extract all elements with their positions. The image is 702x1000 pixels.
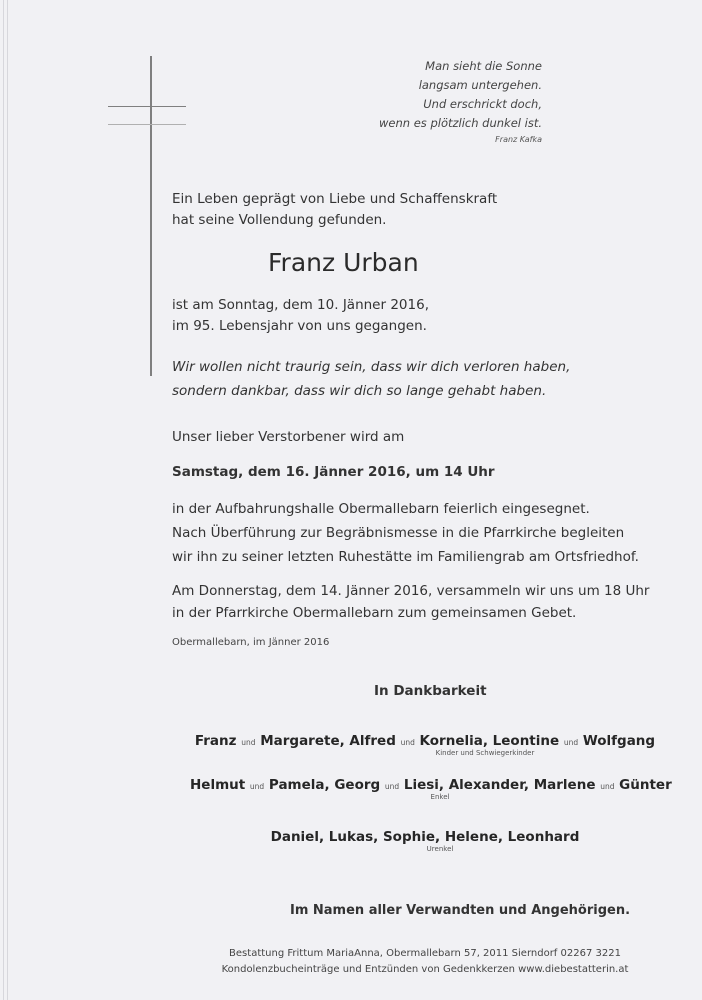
footer: Bestattung Frittum MariaAnna, Obermallebarn 57, 2011 Sierndorf 02267 3221 Kondolenzbucheinträge und Entzünden von Gedenkkerzen www.diebestatterin.at [221, 948, 629, 975]
great-grandchildren-block [190, 829, 660, 853]
quote-line: langsam untergehen. [418, 78, 542, 92]
place-date: Obermallebarn, im Jänner 2016 [172, 637, 330, 648]
prayer-text: Am Donnerstag, dem 14. Jänner 2016, versammeln wir uns um 18 Uhr in der Pfarrkirche Obermallebarn zum gemeinsamen Gebet. [172, 583, 650, 621]
quote-line: Man sieht die Sonne [425, 59, 542, 73]
quote-author: Franz Kafka [495, 135, 542, 144]
page-edge-left-inner [7, 0, 8, 1000]
quote-block [379, 57, 542, 147]
death-notice: ist am Sonntag, dem 10. Jänner 2016, im 95. Lebensjahr von uns gegangen. [172, 297, 429, 334]
closing-line: Im Namen aller Verwandten und Angehörigen. [290, 903, 631, 918]
funeral-details: in der Aufbahrungshalle Obermallebarn feierlich eingesegnet. Nach Überführung zur Begräbnismesse in die Pfarrkirche begleiten wir ihn zu seiner letzten Ruhestätte im Familiengrab am Ortsfriedhof. [172, 501, 639, 565]
quote-line: wenn es plötzlich dunkel ist. [379, 116, 542, 130]
quote-line: Und erschrickt doch, [423, 97, 542, 111]
great-grandchildren-relation: Urenkel [426, 845, 454, 853]
great-grandchildren-names: Daniel, Lukas, Sophie, Helene, Leonhard [270, 829, 580, 845]
grandchildren-names: Helmut und Pamela, Georg und Liesi, Alexander, Marlene und Günter [190, 777, 672, 793]
children-names: Franz und Margarete, Alfred und Kornelia, Leontine und Wolfgang [194, 733, 656, 749]
grandchildren-relation: Enkel [430, 793, 450, 801]
deceased-name: Franz Urban [268, 248, 419, 277]
intro-text: Ein Leben geprägt von Liebe und Schaffenskraft hat seine Vollendung gefunden. [172, 191, 498, 228]
gratitude-heading: In Dankbarkeit [374, 683, 487, 699]
funeral-date: Samstag, dem 16. Jänner 2016, um 14 Uhr [172, 464, 495, 480]
children-block [190, 733, 660, 757]
children-relation: Kinder und Schwiegerkinder [435, 749, 535, 757]
verse: Wir wollen nicht traurig sein, dass wir dich verloren haben, sondern dankbar, dass wir dich so lange gehabt haben. [172, 359, 571, 399]
grandchildren-block [190, 777, 672, 801]
funeral-intro: Unser lieber Verstorbener wird am [172, 429, 405, 445]
page-edge-left [3, 0, 4, 1000]
